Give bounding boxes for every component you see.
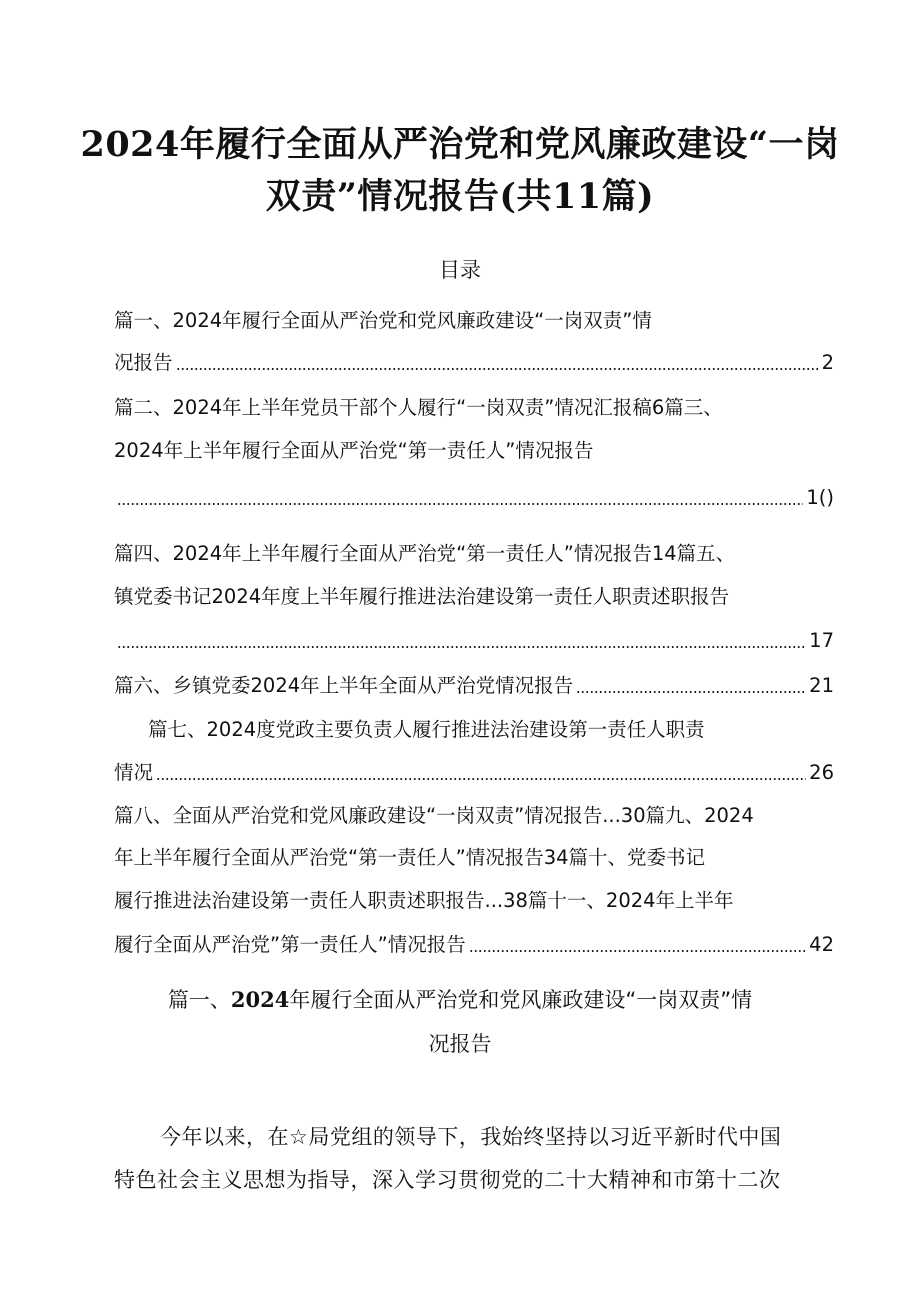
toc-line[interactable] <box>114 625 834 657</box>
toc-line[interactable]: 篇七、2024度党政主要负责人履行推进法治建设第一责任人职责 <box>148 718 705 741</box>
dot-leader <box>576 691 806 693</box>
toc-line[interactable]: 履行推进法治建设第一责任人职责述职报告...38篇十一、2024年上半年 <box>114 889 734 912</box>
section-title-rest: 年履行全面从严治党和党风廉政建设“一岗双责”情 <box>289 988 753 1012</box>
toc-line[interactable] <box>114 929 834 961</box>
toc-page-number: 1() <box>806 486 834 509</box>
dot-leader <box>117 503 803 505</box>
section-title-prefix: 篇一、 <box>167 988 231 1012</box>
toc-line[interactable]: 篇二、2024年上半年党员干部个人履行“一岗双责”情况汇报稿6篇三、 <box>114 396 723 419</box>
toc-line[interactable]: 年上半年履行全面从严治党“第一责任人”情况报告34篇十、党委书记 <box>114 846 706 869</box>
dot-leader <box>156 778 806 780</box>
toc-page-number: 17 <box>809 629 834 652</box>
toc-line[interactable] <box>114 670 834 702</box>
toc-line[interactable]: 篇八、全面从严治党和党风廉政建设“一岗双责”情况报告...30篇九、2024 <box>114 804 754 827</box>
dot-leader <box>117 646 806 648</box>
document-title-line-2: 双责”情况报告(共11篇) <box>265 176 655 217</box>
toc-line-text: 篇六、乡镇党委2024年上半年全面从严治党情况报告 <box>114 674 574 697</box>
toc-line[interactable] <box>114 482 834 514</box>
body-paragraph-line: 特色社会主义思想为指导，深入学习贯彻党的二十大精神和市第十二次 <box>114 1168 781 1192</box>
toc-page-number: 2 <box>821 351 834 374</box>
toc-line[interactable] <box>114 347 834 379</box>
dot-leader <box>176 368 819 370</box>
toc-line[interactable]: 2024年上半年履行全面从严治党“第一责任人”情况报告 <box>114 439 594 462</box>
section-title-line-2: 况报告 <box>428 1032 492 1056</box>
section-title-year: 2024 <box>230 987 290 1012</box>
section-title-line-1 <box>60 983 860 1017</box>
toc-line[interactable]: 篇一、2024年履行全面从严治党和党风廉政建设“一岗双责”情 <box>114 309 652 332</box>
toc-line-text: 履行全面从严治党”第一责任人”情况报告 <box>114 933 466 956</box>
toc-page-number: 21 <box>809 674 834 697</box>
toc-page-number: 26 <box>809 761 834 784</box>
body-paragraph-line: 今年以来，在☆局党组的领导下，我始终坚持以习近平新时代中国 <box>160 1125 782 1149</box>
toc-heading: 目录 <box>439 258 481 282</box>
toc-line[interactable] <box>114 757 834 789</box>
toc-page-number: 42 <box>809 933 834 956</box>
toc-line-text: 情况 <box>114 761 154 784</box>
toc-line[interactable]: 篇四、2024年上半年履行全面从严治党“第一责任人”情况报告14篇五、 <box>114 542 736 565</box>
dot-leader <box>469 950 806 952</box>
toc-line[interactable]: 镇党委书记2024年度上半年履行推进法治建设第一责任人职责述职报告 <box>114 585 730 608</box>
document-title-line-1: 2024年履行全面从严治党和党风廉政建设“一岗 <box>80 124 840 165</box>
toc-line-text: 况报告 <box>114 351 173 374</box>
